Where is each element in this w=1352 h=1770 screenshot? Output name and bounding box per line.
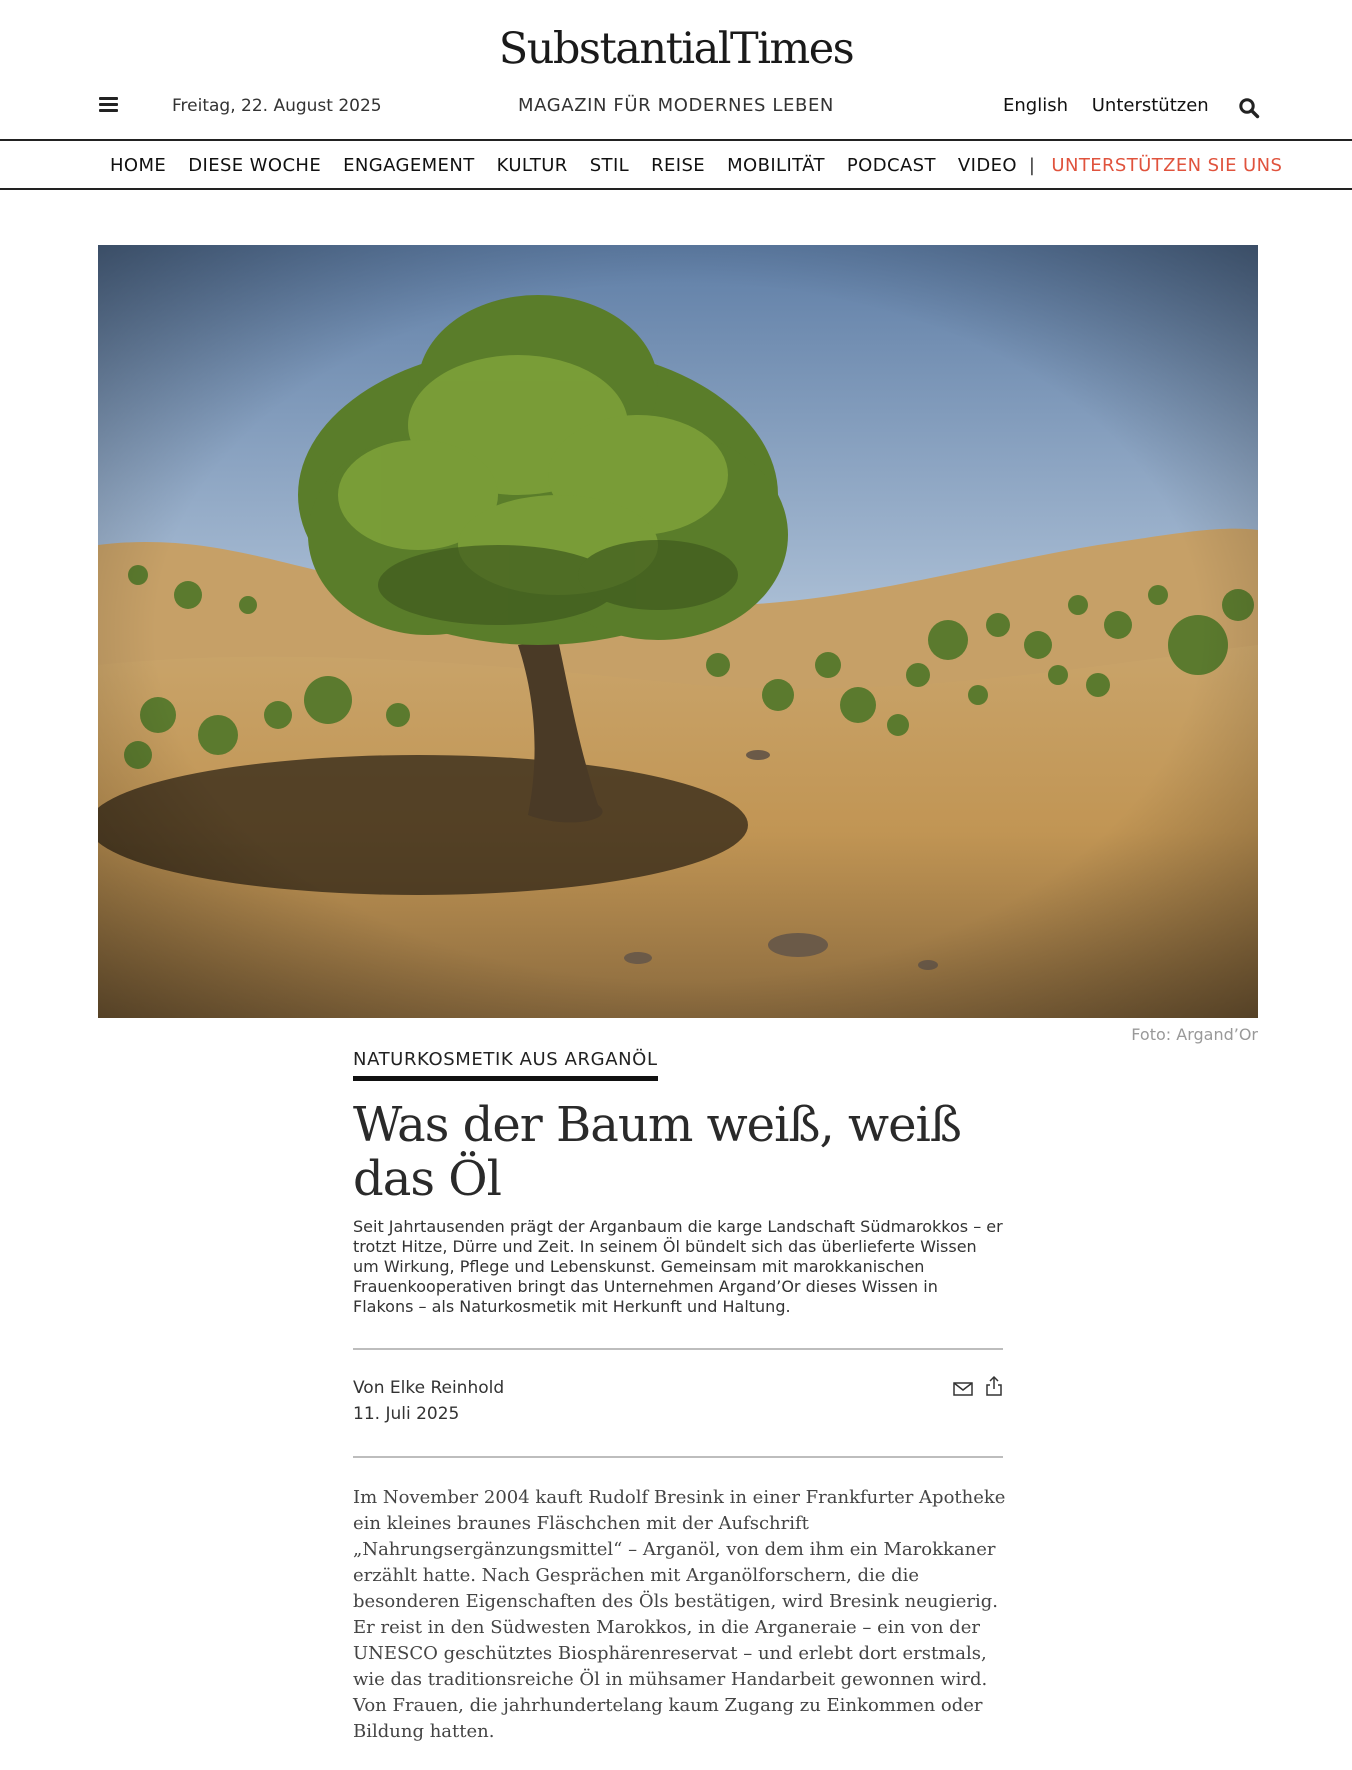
- site-logo[interactable]: SubstantialTimes: [498, 24, 854, 74]
- nav-item-diese-woche[interactable]: DIESE WOCHE: [188, 155, 322, 176]
- byline-top-rule: [353, 1348, 1003, 1350]
- site-tagline: MAGAZIN FÜR MODERNES LEBEN: [518, 95, 834, 116]
- top-links: [1003, 95, 1227, 116]
- nav-item-reise[interactable]: REISE: [651, 155, 706, 176]
- header-rule: [0, 139, 1352, 141]
- nav-item-stil[interactable]: STIL: [589, 155, 630, 176]
- search-icon[interactable]: [1238, 97, 1260, 119]
- nav-item-podcast[interactable]: PODCAST: [846, 155, 936, 176]
- nav-separator: |: [1028, 155, 1036, 176]
- nav-rule: [0, 188, 1352, 190]
- share-icon[interactable]: [985, 1375, 1003, 1397]
- article-kicker[interactable]: NATURKOSMETIK AUS ARGANÖL: [353, 1049, 658, 1081]
- article-body-paragraph: Im November 2004 kauft Rudolf Bresink in einer Frankfurter Apotheke ein kleines braunes Fläschchen mit der Aufschrift „Nahrungsergänzungsmittel“ – Arganöl, von dem ihm ein Marokkaner erzählt hatte. Nach Gesprächen mit Arganölforschern, die die besonderen Eigenschaften des Öls bestätigen, wird Bresink neugierig. Er reist in den Südwesten Marokkos, in die Arganeraie – ein von der UNESCO geschütztes Biosphärenreservat – und erlebt dort erstmals, wie das traditionsreiche Öl in mühsamer Handarbeit gewonnen wird. Von Frauen, die jahrhundertelang kaum Zugang zu Einkommen oder Bildung hatten.: [353, 1487, 1006, 1742]
- mail-icon[interactable]: [953, 1381, 973, 1395]
- article-headline: Was der Baum weiß, weiß das Öl: [353, 1097, 961, 1207]
- article-lead: Seit Jahrtausenden prägt der Arganbaum die karge Landschaft Südmarokkos – er trotzt Hitze, Dürre und Zeit. In seinem Öl bündelt sich das überlieferte Wissen um Wirkung, Pflege und Lebenskunst. Gemeinsam mit marokkanischen Frauenkooperativen bringt das Unternehmen Argand’Or dieses Wissen in Flakons – als Naturkosmetik mit Herkunft und Haltung.: [353, 1217, 1003, 1316]
- nav-item-engagement[interactable]: ENGAGEMENT: [343, 155, 475, 176]
- nav-item-video[interactable]: VIDEO: [957, 155, 1017, 176]
- article-date: 11. Juli 2025: [353, 1404, 460, 1424]
- current-date: Freitag, 22. August 2025: [172, 96, 382, 116]
- nav-item-home[interactable]: HOME: [110, 155, 167, 176]
- support-link[interactable]: Unterstützen: [1091, 95, 1209, 116]
- article-byline: Von Elke Reinhold: [353, 1378, 505, 1398]
- english-link[interactable]: English: [1003, 95, 1068, 116]
- byline-bottom-rule: [353, 1456, 1003, 1458]
- nav-item-mobilitaet[interactable]: MOBILITÄT: [727, 155, 825, 176]
- nav-item-kultur[interactable]: KULTUR: [496, 155, 568, 176]
- nav-item-support[interactable]: UNTERSTÜTZEN SIE UNS: [1051, 155, 1283, 176]
- hero-image: [98, 245, 1258, 1018]
- main-nav: [110, 155, 1304, 176]
- photo-credit: Foto: Argand’Or: [1131, 1025, 1258, 1044]
